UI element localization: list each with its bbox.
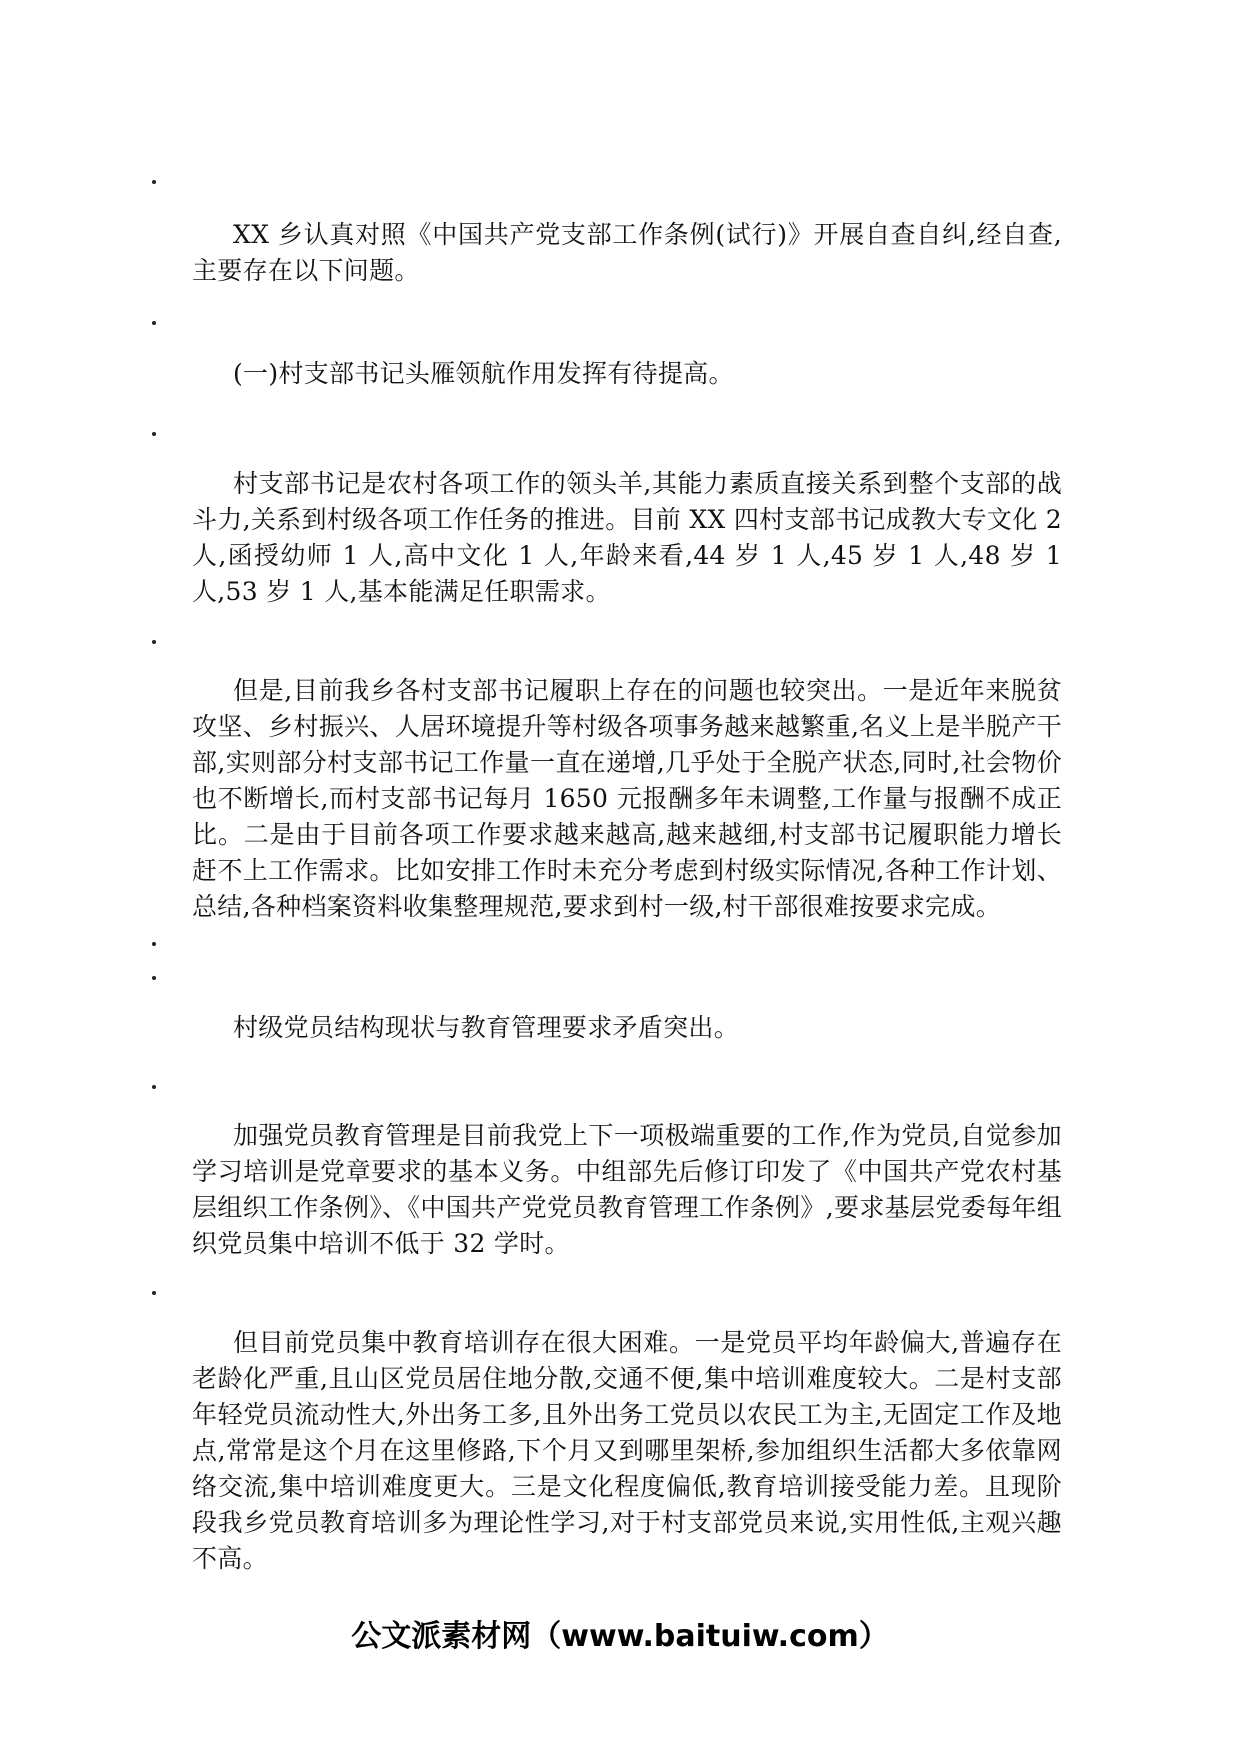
- bullet-dot: [152, 1085, 156, 1089]
- bullet-dot: [152, 640, 156, 644]
- paragraph-secretary-profile: 村支部书记是农村各项工作的领头羊,其能力素质直接关系到整个支部的战斗力,关系到村级各项工作任务的推进。目前 XX 四村支部书记成教大专文化 2 人,函授幼师 1 人,高中文化 1 人,年龄来看,44 岁 1 人,45 岁 1 人,48 岁 1 人,53 岁 1 人,基本能满足任职需求。: [192, 469, 1062, 606]
- bullet-dot: [152, 321, 156, 325]
- paragraph-heading-2: 村级党员结构现状与教育管理要求矛盾突出。: [233, 1013, 740, 1042]
- paragraph-intro: XX 乡认真对照《中国共产党支部工作条例(试行)》开展自查自纠,经自查,主要存在以下问题。: [192, 220, 1062, 285]
- paragraph-secretary-problems: 但是,目前我乡各村支部书记履职上存在的问题也较突出。一是近年来脱贫攻坚、乡村振兴、人居环境提升等村级各项事务越来越繁重,名义上是半脱产干部,实则部分村支部书记工作量一直在递增,几乎处于全脱产状态,同时,社会物价也不断增长,而村支部书记每月 1650 元报酬多年未调整,工作量与报酬不成正比。二是由于目前各项工作要求越来越高,越来越细,村支部书记履职能力增长赶不上工作需求。比如安排工作时未充分考虑到村级实际情况,各种工作计划、总结,各种档案资料收集整理规范,要求到村一级,村干部很难按要求完成。: [192, 676, 1062, 921]
- bullet-dot: [152, 942, 156, 946]
- paragraph-education-requirements: 加强党员教育管理是目前我党上下一项极端重要的工作,作为党员,自觉参加学习培训是党章要求的基本义务。中组部先后修订印发了《中国共产党农村基层组织工作条例》、《中国共产党党员教育管理工作条例》,要求基层党委每年组织党员集中培训不低于 32 学时。: [192, 1121, 1062, 1258]
- bullet-dot: [152, 1291, 156, 1295]
- bullet-dot: [152, 432, 156, 436]
- bullet-dot: [152, 976, 156, 980]
- paragraph-heading-1: (一)村支部书记头雁领航作用发挥有待提高。: [233, 359, 734, 388]
- footer-watermark: 公文派素材网（www.baituiw.com）: [351, 1619, 889, 1654]
- paragraph-training-difficulties: 但目前党员集中教育培训存在很大困难。一是党员平均年龄偏大,普遍存在老龄化严重,且山区党员居住地分散,交通不便,集中培训难度较大。二是村支部年轻党员流动性大,外出务工多,且外出务工党员以农民工为主,无固定工作及地点,常常是这个月在这里修路,下个月又到哪里架桥,参加组织生活都大多依靠网络交流,集中培训难度更大。三是文化程度偏低,教育培训接受能力差。且现阶段我乡党员教育培训多为理论性学习,对于村支部党员来说,实用性低,主观兴趣不高。: [192, 1328, 1062, 1573]
- bullet-dot: [152, 180, 156, 184]
